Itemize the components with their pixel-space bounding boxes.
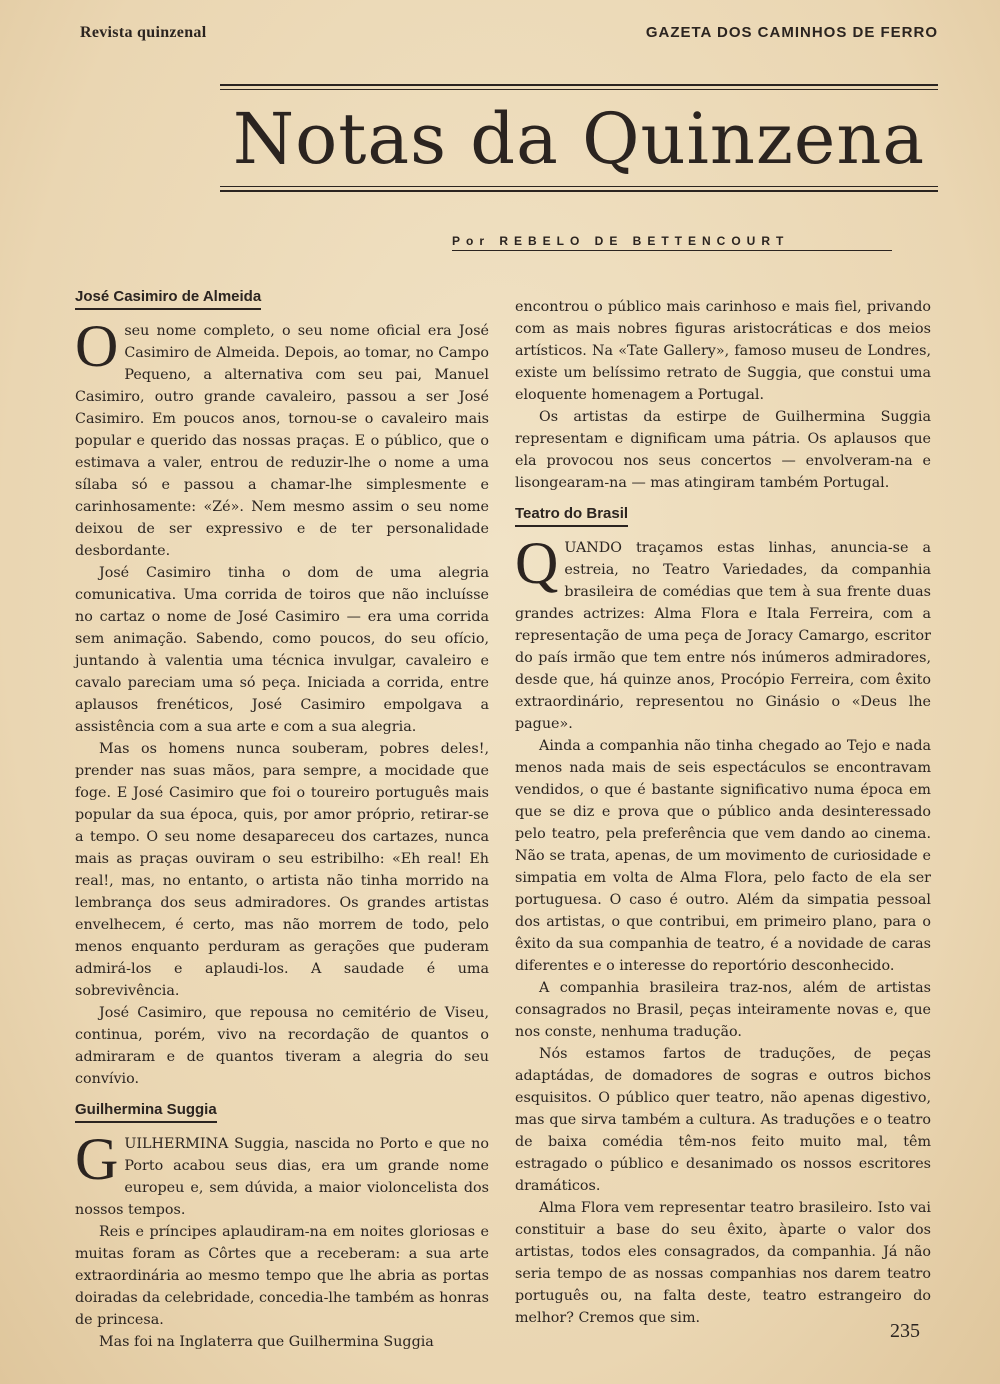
title-rule-bottom-thin — [220, 186, 938, 187]
article-paragraph: Nós estamos fartos de traduções, de peças adaptádas, de domadores de sogras e outros bichos esquisitos. O público quer teatro, não apenas digestivo, mas que sirva também a cultura. As traduções e o teatro de baixa comédia têm-nos feito muito mal, têm estragado o público e desanimado os nossos escritores dramáticos. — [515, 1046, 931, 1194]
article-paragraph: Alma Flora vem representar teatro brasileiro. Isto vai constituir a base do seu êxito, àparte o valor dos artistas, todos eles consagrados, da companhia. Já não seria tempo de as nossas companhias nos darem teatro português ou, na falta deste, teatro estrangeiro do melhor? Cremos que sim. — [515, 1200, 931, 1326]
right-column — [515, 296, 931, 1329]
article-paragraph: Reis e príncipes aplaudiram-na em noites gloriosas e muitas foram as Côrtes que a receberam: a sua arte extraordinária ao mesmo tempo que lhe abria as portas doiradas da celebridade, concedia-lhe também as honras de princesa. — [75, 1224, 489, 1328]
section-heading-casimiro: José Casimiro de Almeida — [75, 287, 261, 310]
left-column — [75, 286, 489, 1353]
byline: Por REBELO DE BETTENCOURT — [452, 234, 892, 251]
article-paragraph: encontrou o público mais carinhoso e mais fiel, privando com as mais nobres figuras aristocráticas e dos meios artísticos. Na «Tate Gallery», famoso museu de Londres, existe um belíssimo retrato de Suggia, que constui uma eloquente homenagem a Portugal. — [515, 299, 931, 403]
article-paragraph: José Casimiro, que repousa no cemitério de Viseu, continua, porém, vivo na recordação de quantos o admiraram e de quantos tiveram a alegria do seu convívio. — [75, 1005, 489, 1087]
article-paragraph: QUANDO traçamos estas linhas, anuncia-se a estreia, no Teatro Variedades, da companhia brasileira de comédias que tem à sua frente duas grandes actrizes: Alma Flora e Itala Ferreira, com a representação de uma peça de Joracy Camargo, escritor do país irmão que tem entre nós inúmeros admiradores, desde que, há quinze anos, Procópio Ferreira, com êxito extraordinário, representou no Ginásio o «Deus lhe pague». — [515, 530, 931, 732]
article-paragraph: Os artistas da estirpe de Guilhermina Suggia representam e dignificam uma pátria. Os aplausos que ela provocou nos seus concertos — envolveram-na e lisongearam-na — mas atingiram também Portugal. — [515, 409, 931, 491]
running-head-left: Revista quinzenal — [80, 24, 207, 41]
article-paragraph: GUILHERMINA Suggia, nascida no Porto e que no Porto acabou seus dias, era um grande nome europeu e, sem dúvida, a maior violoncelista dos nossos tempos. — [75, 1126, 489, 1218]
article-paragraph: Mas os homens nunca souberam, pobres deles!, prender nas suas mãos, para sempre, a mocidade que foge. E José Casimiro que foi o toureiro português mais popular da sua época, quis, por amor próprio, retirar-se a tempo. O seu nome desapareceu dos cartazes, nunca mais as praças ouviram o seu estribilho: «Eh real! Eh real!, mas, no entanto, o artista não tinha morrido na lembrança dos seus admiradores. Os grandes artistas envelhecem, é certo, mas não morrem de todo, pelo menos enquanto perduram as gerações que puderam admirá-los e aplaudi-los. A saudade é uma sobrevivência. — [75, 741, 489, 999]
section-heading-teatro: Teatro do Brasil — [515, 504, 628, 527]
article-paragraph: A companhia brasileira traz-nos, além de artistas consagrados no Brasil, peças inteiramente novas e, que nos conste, nenhuma tradução. — [515, 980, 931, 1040]
title-rule-top — [220, 84, 938, 86]
drop-cap: O — [75, 313, 119, 379]
drop-cap: Q — [515, 530, 559, 596]
drop-cap: G — [75, 1126, 119, 1192]
page-number: 235 — [890, 1320, 920, 1342]
title-rule-bottom — [220, 190, 938, 192]
article-paragraph: Oseu nome completo, o seu nome oficial era José Casimiro de Almeida. Depois, ao tomar, no Campo Pequeno, a alternativa com seu pai, Manuel Casimiro, outro grande cavaleiro, passou a ser José Casimiro. Em poucos anos, tornou-se o cavaleiro mais popular e querido das nossas praças. E o público, que o estimava a valer, entrou de reduzir-lhe o nome a uma sílaba só e passou a chamar-lhe simplesmente e carinhosamente: «Zé». Nem mesmo assim o seu nome deixou de ser expressivo e de ter personalidade desbordante. — [75, 313, 489, 559]
article-paragraph: José Casimiro tinha o dom de uma alegria comunicativa. Uma corrida de toiros que não incluísse no cartaz o nome de José Casimiro — era uma corrida sem animação. Sabendo, como poucos, do seu ofício, juntando à valentia uma técnica invulgar, cavaleiro e cavalo pareciam uma só peça. Iniciada a corrida, entre aplausos frenéticos, José Casimiro empolgava a assistência com a sua arte e com a sua alegria. — [75, 565, 489, 735]
article-paragraph: Ainda a companhia não tinha chegado ao Tejo e nada menos nada mais de seis espectáculos se encontravam vendidos, o que é bastante significativo numa época em que se diz e prova que o público anda desinteressado pelo teatro, pela preferência que vem dando ao cinema. Não se trata, apenas, de um movimento de curiosidade e simpatia em volta de Alma Flora, pelo facto de ela ser portuguesa. O caso é outro. Além da simpatia pessoal dos artistas, o que contribui, em primeiro plano, para o êxito da sua companhia de teatro, é a novidade de caras diferentes e o interesse do reportório desconhecido. — [515, 738, 931, 974]
title-box — [220, 84, 938, 192]
running-head-right: GAZETA DOS CAMINHOS DE FERRO — [645, 24, 938, 41]
page-title: Notas da Quinzena — [232, 98, 926, 180]
article-paragraph: Mas foi na Inglaterra que Guilhermina Suggia — [99, 1334, 434, 1350]
section-heading-suggia: Guilhermina Suggia — [75, 1100, 217, 1123]
title-rule-top-thin — [220, 89, 938, 90]
